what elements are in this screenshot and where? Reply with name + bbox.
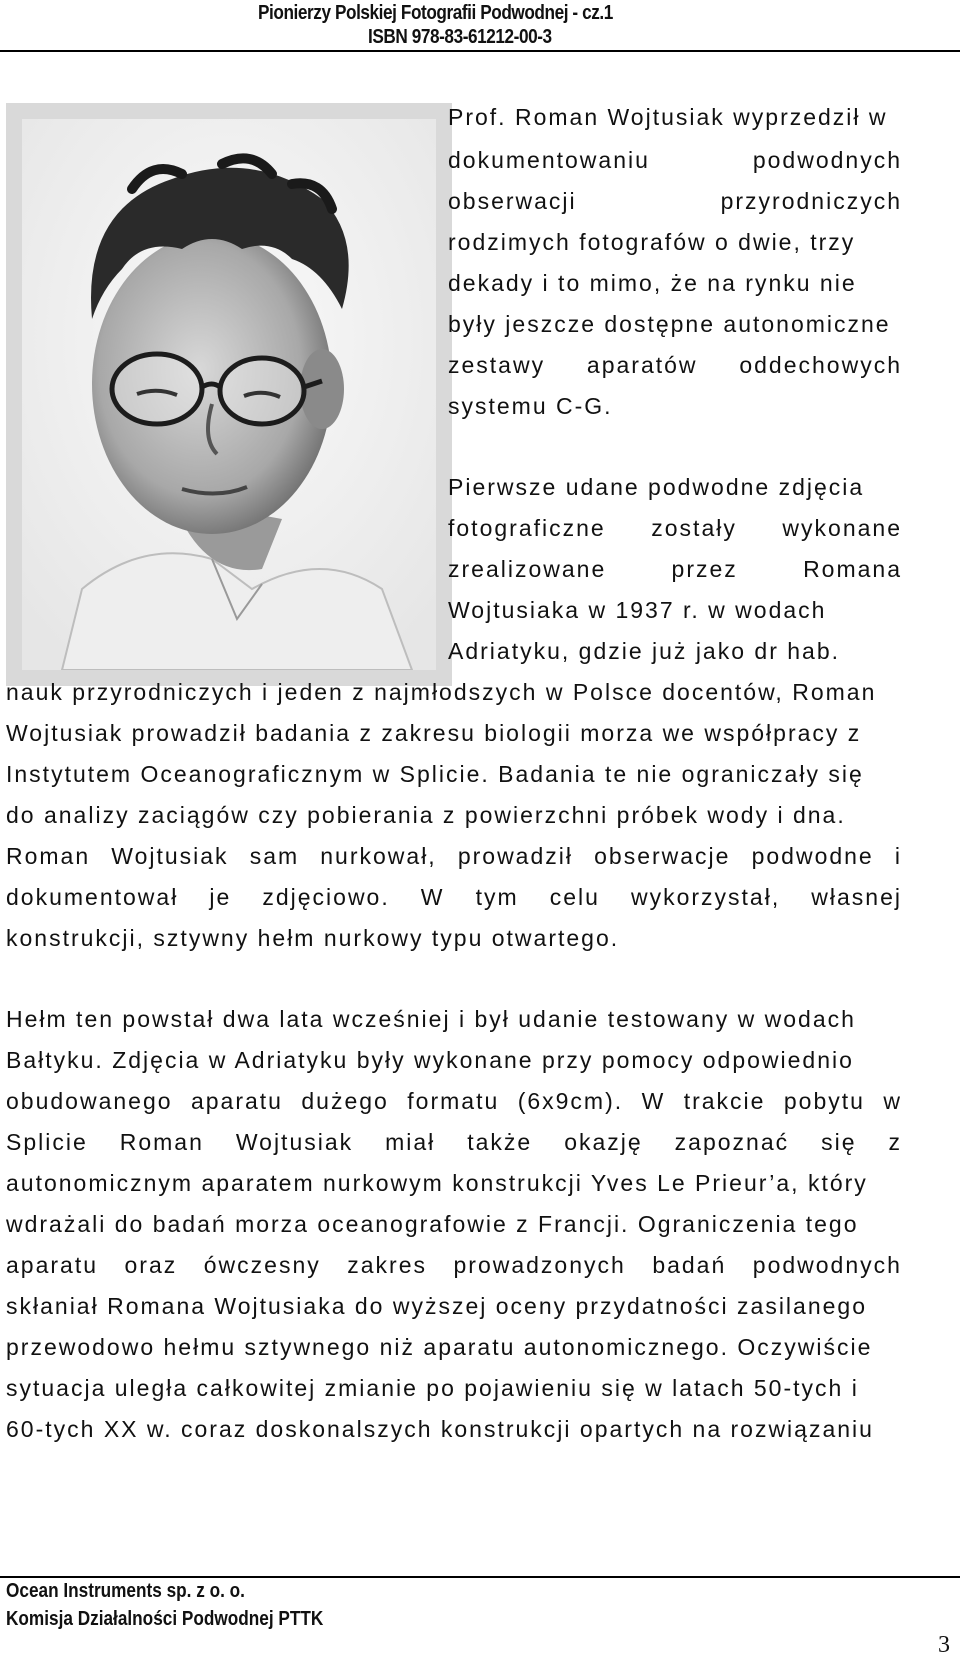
text-line: konstrukcji, sztywny hełm nurkowy typu otwartego. (6, 925, 620, 951)
text-line: Hełm ten powstał dwa lata wcześniej i był udanie testowany w wodach (6, 1006, 856, 1032)
text-line: dekady i to mimo, że na rynku nie (448, 270, 857, 296)
text-line: wdrażali do badań morza oceanografowie z Francji. Ograniczenia tego (6, 1211, 859, 1237)
text-line: nauk przyrodniczych i jeden z najmłodszych w Polsce docentów, Roman (6, 679, 877, 705)
header-title: Pionierzy Polskiej Fotografii Podwodnej - cz.1 (258, 2, 613, 24)
portrait-photo-icon (22, 119, 436, 670)
text-line: fotograficzne zostały wykonane (448, 515, 902, 541)
text-line: do analizy zaciągów czy pobierania z powierzchni próbek wody i dna. (6, 802, 846, 828)
text-line: 60-tych XX w. coraz doskonalszych konstrukcji opartych na rozwiązaniu (6, 1416, 874, 1442)
portrait-photo-frame (6, 103, 452, 686)
text-line: zestawy aparatów oddechowych (448, 352, 902, 378)
text-line: Pierwsze udane podwodne zdjęcia (448, 474, 865, 500)
text-line: sytuacja uległa całkowitej zmianie po pojawieniu się w latach 50-tych i (6, 1375, 859, 1401)
text-line: Splicie Roman Wojtusiak miał także okazję zapoznać się z (6, 1129, 902, 1155)
text-line: Wojtusiaka w 1937 r. w wodach (448, 597, 827, 623)
text-line: rodzimych fotografów o dwie, trzy (448, 229, 856, 255)
text-line: Prof. Roman Wojtusiak wyprzedził w (448, 104, 888, 130)
header-divider (0, 50, 960, 52)
text-line: obserwacji przyrodniczych (448, 188, 902, 214)
text-line: systemu C-G. (448, 393, 613, 419)
text-line: zrealizowane przez Romana (448, 556, 902, 582)
portrait-photo (22, 119, 436, 670)
page-number: 3 (938, 1632, 950, 1658)
footer-commission: Komisja Działalności Podwodnej PTTK (6, 1608, 324, 1630)
text-line: Wojtusiak prowadził badania z zakresu biologii morza we współpracy z (6, 720, 862, 746)
text-line: dokumentowaniu podwodnych (448, 147, 902, 173)
text-line: Instytutem Oceanograficznym w Splicie. Badania te nie ograniczały się (6, 761, 864, 787)
footer-divider (0, 1576, 960, 1578)
text-line: skłaniał Romana Wojtusiaka do wyższej oceny przydatności zasilanego (6, 1293, 867, 1319)
text-line: Bałtyku. Zdjęcia w Adriatyku były wykonane przy pomocy odpowiednio (6, 1047, 854, 1073)
text-line: Adriatyku, gdzie już jako dr hab. (448, 638, 841, 664)
footer-company: Ocean Instruments sp. z o. o. (6, 1580, 245, 1602)
text-line: przewodowo hełmu sztywnego niż aparatu autonomicznego. Oczywiście (6, 1334, 873, 1360)
text-line: były jeszcze dostępne autonomiczne (448, 311, 891, 337)
text-line: obudowanego aparatu dużego formatu (6x9cm). W trakcie pobytu w (6, 1088, 902, 1114)
header-isbn: ISBN 978-83-61212-00-3 (368, 26, 552, 48)
text-line: Roman Wojtusiak sam nurkował, prowadził obserwacje podwodne i (6, 843, 902, 869)
text-line: dokumentował je zdjęciowo. W tym celu wykorzystał, własnej (6, 884, 902, 910)
text-line: aparatu oraz ówczesny zakres prowadzonych badań podwodnych (6, 1252, 902, 1278)
text-line: autonomicznym aparatem nurkowym konstrukcji Yves Le Prieur’a, który (6, 1170, 868, 1196)
